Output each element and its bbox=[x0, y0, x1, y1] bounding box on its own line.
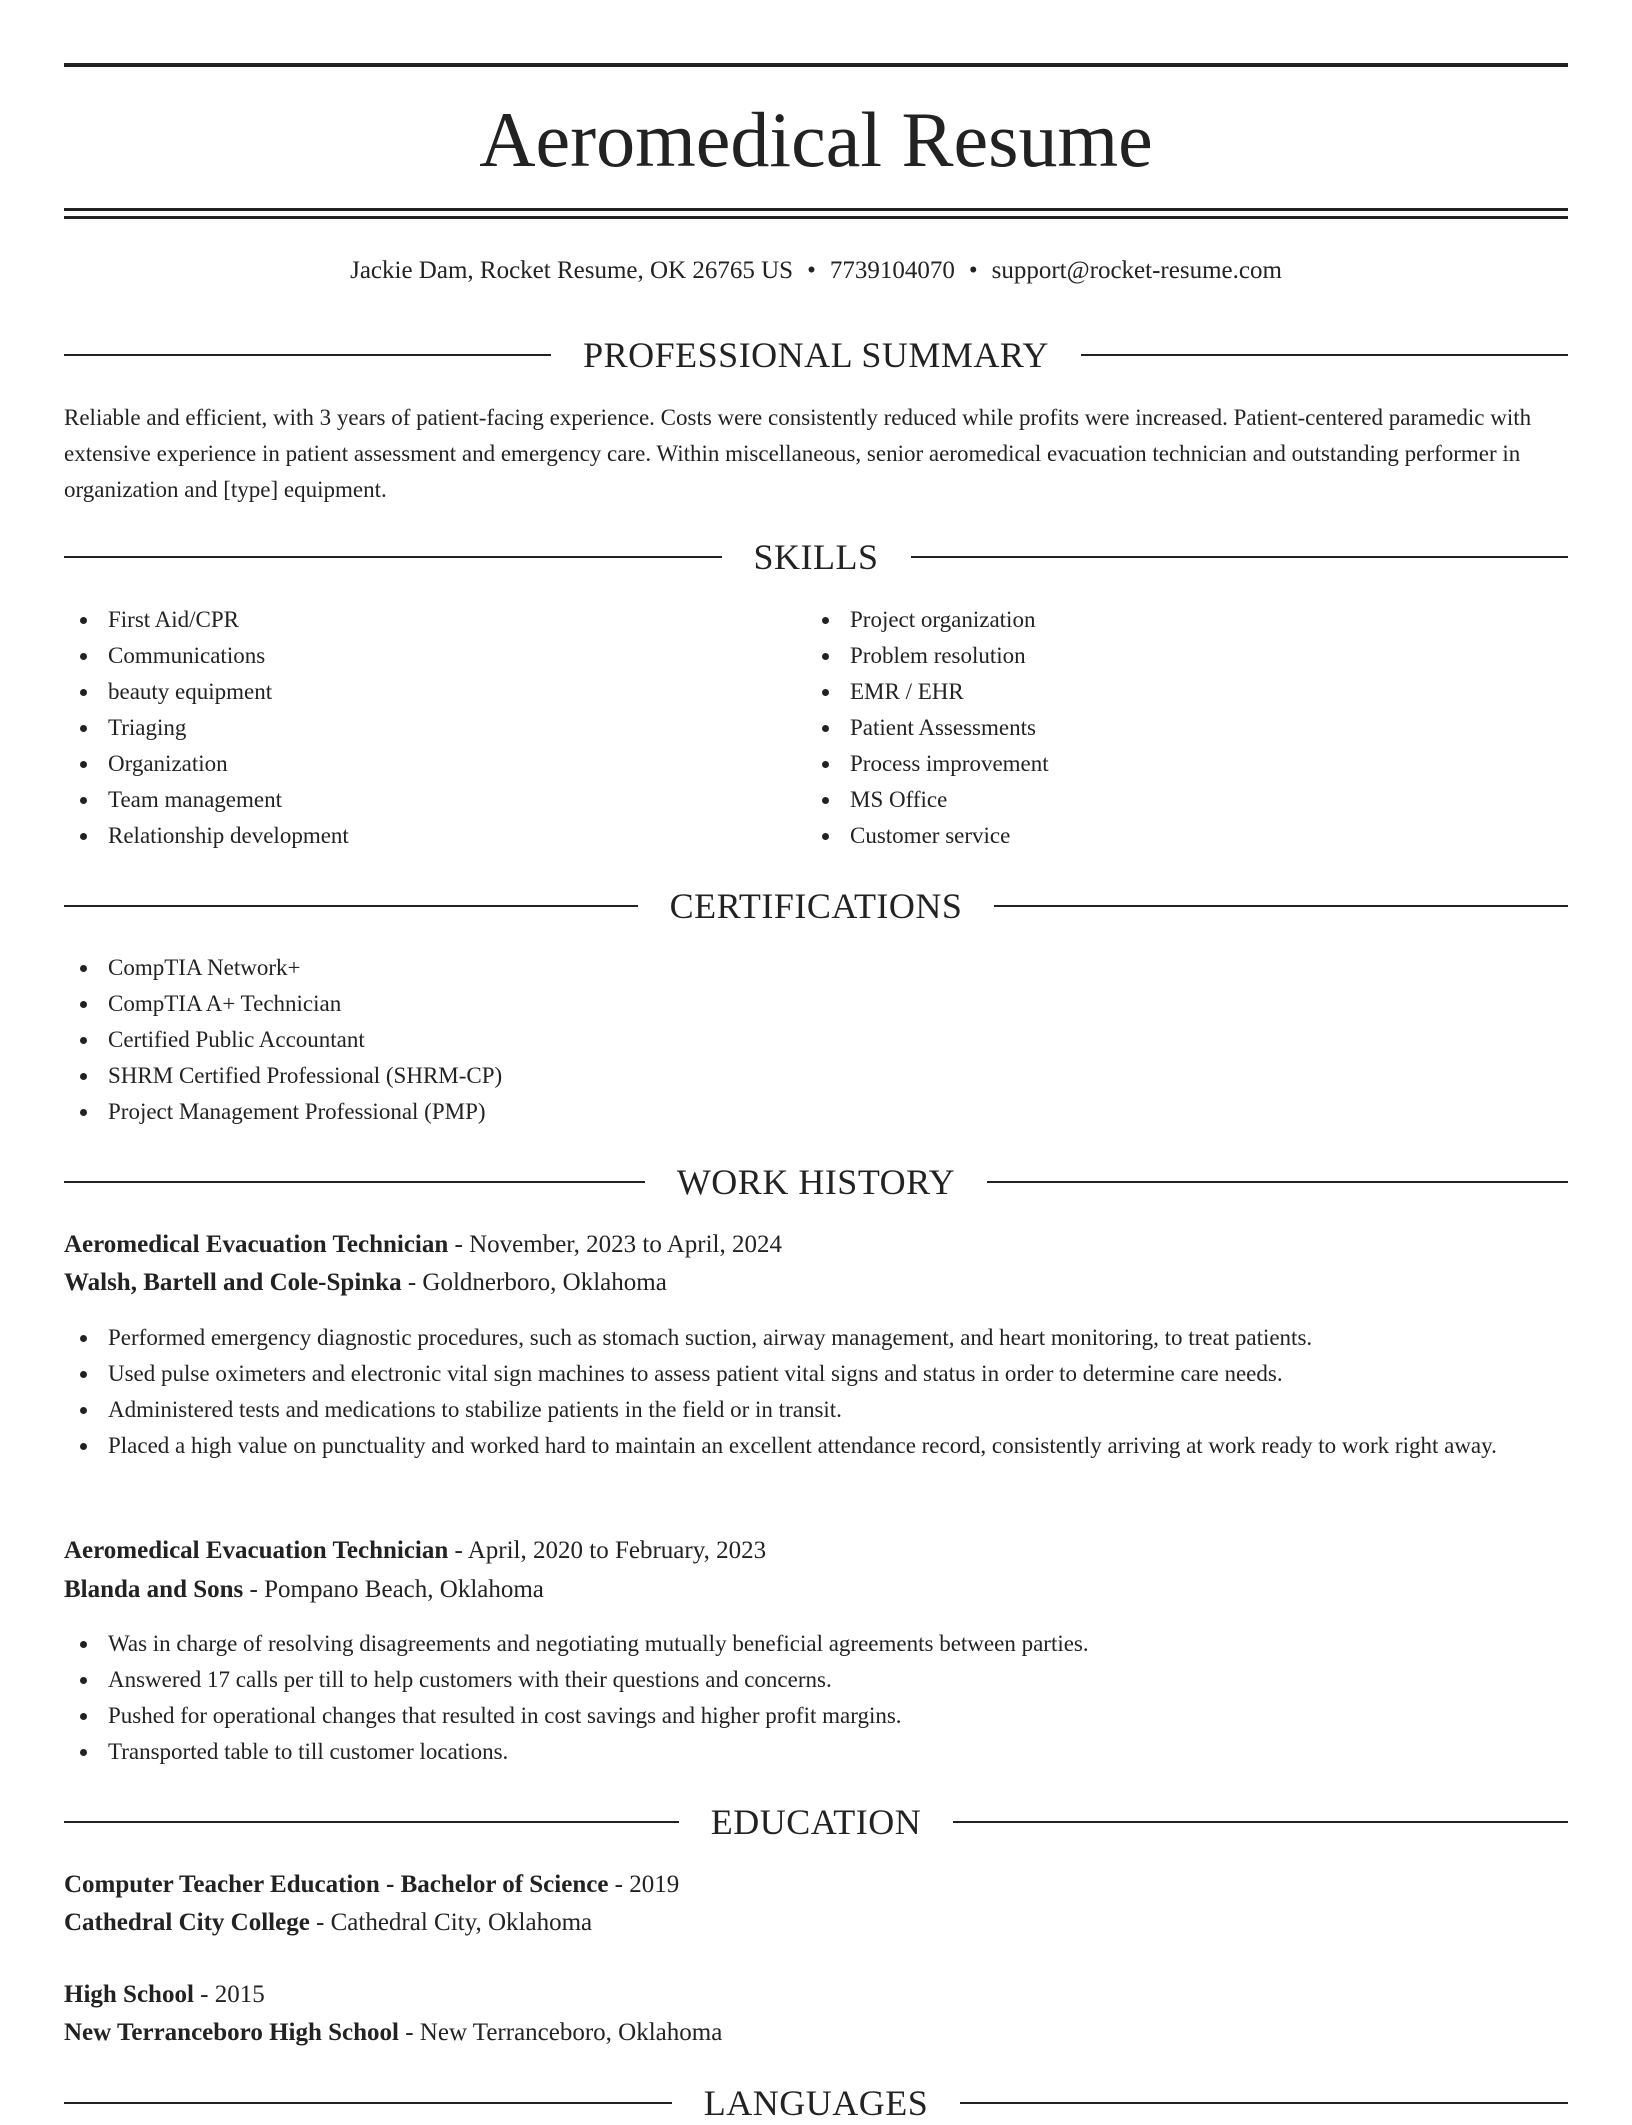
job-title-line bbox=[64, 1532, 1568, 1570]
work-heading bbox=[64, 1160, 1568, 1204]
job-company: Blanda and Sons bbox=[64, 1576, 244, 1603]
top-rule bbox=[64, 63, 1568, 67]
contact-address: Jackie Dam, Rocket Resume, OK 26765 US bbox=[350, 257, 794, 284]
title-rule-lower bbox=[64, 216, 1568, 219]
education-heading-label: EDUCATION bbox=[710, 1802, 922, 1842]
heading-rule bbox=[953, 1821, 1568, 1823]
job-bullet: Answered 17 calls per till to help customers with their questions and concerns. bbox=[64, 1662, 1568, 1698]
job-bullet: Administered tests and medications to stabilize patients in the field or in transit. bbox=[64, 1392, 1568, 1428]
job-company-line bbox=[64, 1571, 1568, 1609]
education-year: - 2015 bbox=[193, 1981, 265, 2008]
summary-text: Reliable and efficient, with 3 years of patient-facing experience. Costs were consistently reduced while profits were increased. Patient-centered paramedic with extensive experience in patient assessment and emergency care. Within miscellaneous, senior aeromedical evacuation technician and outstanding performer in organization and [type] equipment. bbox=[64, 405, 1532, 502]
job-bullet: Was in charge of resolving disagreements and negotiating mutually beneficial agreements between parties. bbox=[64, 1626, 1568, 1662]
heading-rule bbox=[64, 354, 551, 356]
education-school-line bbox=[64, 2014, 1568, 2052]
certifications-list bbox=[64, 950, 1568, 1130]
heading-rule bbox=[64, 2102, 672, 2104]
education-degree: High School bbox=[64, 1981, 194, 2008]
work-heading-label: WORK HISTORY bbox=[676, 1162, 956, 1202]
education-degree-line bbox=[64, 1866, 1568, 1904]
education-degree-line bbox=[64, 1976, 1568, 2014]
job-bullet: Placed a high value on punctuality and worked hard to maintain an excellent attendance record, consistently arriving at work ready to work right away. bbox=[64, 1428, 1568, 1464]
certification-item: Project Management Professional (PMP) bbox=[64, 1094, 1568, 1130]
skill-item: Patient Assessments bbox=[806, 710, 1546, 746]
job-dates: - November, 2023 to April, 2024 bbox=[448, 1231, 782, 1258]
skill-item: Relationship development bbox=[64, 818, 804, 854]
skill-item: MS Office bbox=[806, 782, 1546, 818]
contact-phone: 7739104070 bbox=[829, 257, 955, 284]
skill-item: Organization bbox=[64, 746, 804, 782]
education-school-line bbox=[64, 1904, 1568, 1942]
job-company: Walsh, Bartell and Cole-Spinka bbox=[64, 1269, 402, 1296]
job-title: Aeromedical Evacuation Technician bbox=[64, 1537, 449, 1564]
heading-rule bbox=[64, 905, 638, 907]
skill-item: Customer service bbox=[806, 818, 1546, 854]
job-dates: - April, 2020 to February, 2023 bbox=[448, 1537, 767, 1564]
title-rule-upper bbox=[64, 208, 1568, 211]
heading-rule bbox=[911, 556, 1569, 558]
skill-item: Triaging bbox=[64, 710, 804, 746]
education-degree: Computer Teacher Education - Bachelor of Science bbox=[64, 1871, 609, 1898]
contact-separator: • bbox=[968, 257, 978, 284]
certification-item: CompTIA Network+ bbox=[64, 950, 1568, 986]
job-bullet: Transported table to till customer locations. bbox=[64, 1734, 1568, 1770]
languages-heading-label: LANGUAGES bbox=[703, 2083, 929, 2123]
job-title: Aeromedical Evacuation Technician bbox=[64, 1231, 449, 1258]
heading-rule bbox=[64, 1181, 645, 1183]
skills-heading bbox=[64, 535, 1568, 579]
skill-item: Project organization bbox=[806, 602, 1546, 638]
summary-heading bbox=[64, 333, 1568, 377]
job-bullets bbox=[64, 1320, 1568, 1464]
contact-email: support@rocket-resume.com bbox=[991, 257, 1282, 284]
languages-heading bbox=[64, 2081, 1568, 2125]
certifications-heading bbox=[64, 884, 1568, 928]
heading-rule bbox=[64, 556, 722, 558]
certification-item: Certified Public Accountant bbox=[64, 1022, 1568, 1058]
resume-title: Aeromedical Resume bbox=[479, 96, 1153, 183]
skill-item: First Aid/CPR bbox=[64, 602, 804, 638]
heading-rule bbox=[987, 1181, 1568, 1183]
heading-rule bbox=[1081, 354, 1568, 356]
job-company-line bbox=[64, 1264, 1568, 1302]
job-bullets bbox=[64, 1626, 1568, 1770]
certifications-heading-label: CERTIFICATIONS bbox=[669, 886, 963, 926]
job-bullet: Used pulse oximeters and electronic vital sign machines to assess patient vital signs and status in order to determine care needs. bbox=[64, 1356, 1568, 1392]
skill-item: Process improvement bbox=[806, 746, 1546, 782]
skill-item: Communications bbox=[64, 638, 804, 674]
contact-line bbox=[64, 254, 1568, 288]
certification-item: SHRM Certified Professional (SHRM-CP) bbox=[64, 1058, 1568, 1094]
skill-item: Team management bbox=[64, 782, 804, 818]
job-bullet: Performed emergency diagnostic procedures, such as stomach suction, airway management, and heart monitoring, to treat patients. bbox=[64, 1320, 1568, 1356]
education-school: New Terranceboro High School bbox=[64, 2019, 399, 2046]
skills-list-right bbox=[806, 602, 1546, 854]
heading-rule bbox=[960, 2102, 1568, 2104]
education-year: - 2019 bbox=[608, 1871, 680, 1898]
skills-list-left bbox=[64, 602, 804, 854]
education-heading bbox=[64, 1800, 1568, 1844]
skill-item: Problem resolution bbox=[806, 638, 1546, 674]
contact-separator: • bbox=[807, 257, 816, 284]
education-location: - Cathedral City, Oklahoma bbox=[309, 1909, 593, 1936]
skill-item: beauty equipment bbox=[64, 674, 804, 710]
skill-item: EMR / EHR bbox=[806, 674, 1546, 710]
heading-rule bbox=[994, 905, 1568, 907]
education-school: Cathedral City College bbox=[64, 1909, 310, 1936]
certification-item: CompTIA A+ Technician bbox=[64, 986, 1568, 1022]
heading-rule bbox=[64, 1821, 679, 1823]
skills-heading-label: SKILLS bbox=[753, 537, 879, 577]
job-location: - Goldnerboro, Oklahoma bbox=[401, 1269, 667, 1296]
job-title-line bbox=[64, 1226, 1568, 1264]
job-location: - Pompano Beach, Oklahoma bbox=[243, 1576, 544, 1603]
job-bullet: Pushed for operational changes that resulted in cost savings and higher profit margins. bbox=[64, 1698, 1568, 1734]
education-location: - New Terranceboro, Oklahoma bbox=[398, 2019, 723, 2046]
summary-heading-label: PROFESSIONAL SUMMARY bbox=[583, 335, 1049, 375]
